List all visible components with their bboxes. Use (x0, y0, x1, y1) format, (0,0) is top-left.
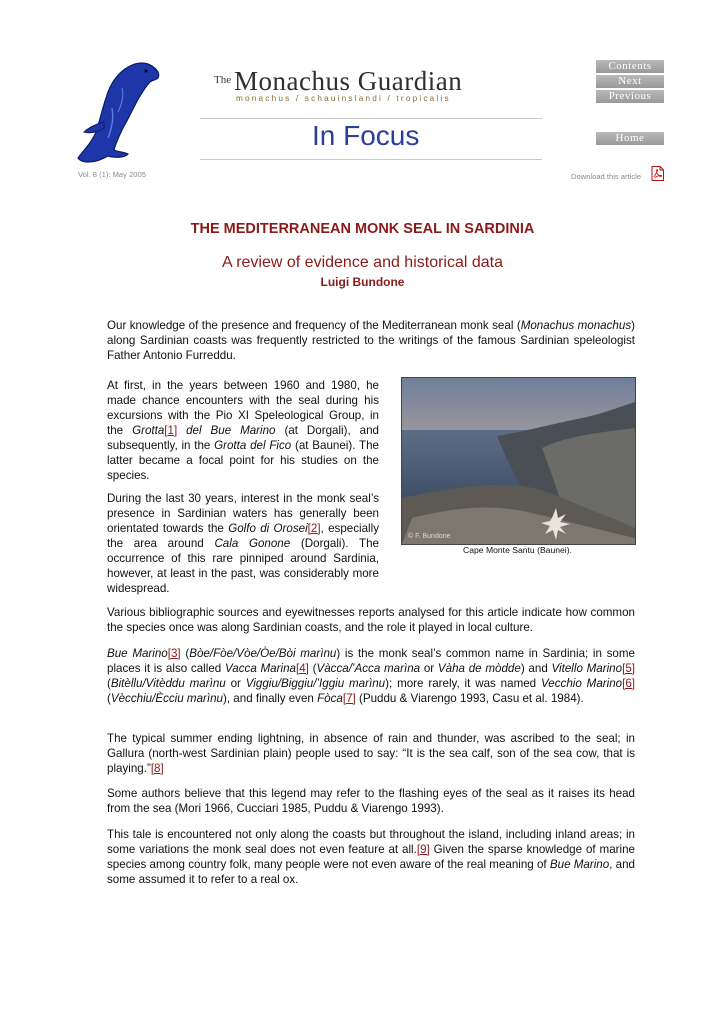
footnote-ref-6[interactable]: [6] (622, 677, 635, 690)
footnote-ref-1[interactable]: [1] (164, 424, 178, 437)
nav-home-button[interactable]: Home (596, 132, 664, 145)
volume-info: Vol. 8 (1): May 2005 (78, 170, 146, 179)
footnote-ref-3[interactable]: [3] (167, 647, 181, 660)
footnote-ref-5[interactable]: [5] (622, 662, 635, 675)
paragraph-3: During the last 30 years, interest in the monk seal’s presence in Sardinian waters has generally been orientated towards the Golfo di Orosei[2], especially the area around Cala Gonone (Dorgali). The occurrence of this rare pinniped around Sardinia, however, at least in the past, was considerably more widespread. (107, 492, 379, 595)
masthead-the: The (214, 74, 232, 86)
paragraph-5: Bue Marino[3] (Bòe/Fòe/Vòe/Òe/Bòi marìnu) is the monk seal’s common name in Sardinia; in some places it is also called Vacca Marina[4] (Vàcca/’Acca marìna or Vàha de mòdde) and Vitello Marino[5] (Bitèllu/Vitèddu marìnu or Viggiu/Biggiu/’Iggiu marìnu); more rarely, it was named Vecchio Marino[6] (Vècchiu/Ècciu marìnu), and finally even Fòca[7] (Puddu & Viarengo 1993, Casu et al. 1984). (107, 647, 635, 705)
nav-next-button[interactable]: Next (596, 75, 664, 88)
pdf-icon[interactable] (651, 166, 664, 181)
nav-previous-button[interactable]: Previous (596, 90, 664, 103)
header-rule-bottom (200, 159, 542, 160)
paragraph-1: Our knowledge of the presence and frequency of the Mediterranean monk seal (Monachus monachus) along Sardinian coasts was frequently restricted to the writings of the famous Sardinian speleologist Father Antonio Furreddu. (107, 319, 635, 362)
article-title: THE MEDITERRANEAN MONK SEAL IN SARDINIA (190, 221, 535, 237)
footnote-ref-2[interactable]: [2] (307, 522, 321, 535)
section-title: In Focus (312, 120, 420, 151)
nav-contents-button[interactable]: Contents (596, 60, 664, 73)
monk-seal-logo (74, 58, 166, 164)
coast-photo (401, 377, 636, 545)
header-rule-top (200, 118, 542, 119)
paragraph-8: This tale is encountered not only along the coasts but throughout the island, including inland areas; in some variations the monk seal does not even feature at all.[9] Given the sparse knowledge of marine species among country folk, many people were not even aware of the real meaning of Bue Marino, and some assumed it to refer to a real ox. (107, 828, 635, 886)
photo-caption: Cape Monte Santu (Baunei). (463, 545, 572, 555)
photo-credit: © F. Bundone (408, 533, 451, 540)
download-link[interactable]: Download this article (571, 172, 642, 181)
paragraph-7: Some authors believe that this legend may refer to the flashing eyes of the seal as it raises its head from the sea (Mori 1966, Cucciari 1985, Puddu & Viarengo 1993). (107, 787, 635, 815)
paragraph-2: At first, in the years between 1960 and 1980, he made chance encounters with the seal during his excursions with the Pio XI Speleological Group, in the Grotta[1] del Bue Marino (at Dorgali), and subsequently, in the Grotta del Fico (at Baunei). The latter became a focal point for his studies on the species. (107, 379, 379, 482)
masthead-title: Monachus Guardian (234, 66, 463, 96)
nav-menu (596, 60, 664, 144)
masthead-subtitle: monachus / schauinslandi / tropicalis (236, 94, 451, 103)
article-author: Luigi Bundone (320, 275, 405, 289)
footnote-ref-8[interactable]: [8] (150, 762, 164, 775)
paragraph-6: The typical summer ending lightning, in absence of rain and thunder, was ascribed to the seal; in Gallura (north-west Sardinian plain) people used to say: “It is the sea calf, son of the sea cow, that is playing.”[8] (107, 732, 635, 775)
paragraph-4: Various bibliographic sources and eyewitnesses reports analysed for this article indicate how common the species once was along Sardinian coasts, and the role it played in local culture. (107, 606, 635, 634)
footnote-ref-9[interactable]: [9] (416, 843, 430, 856)
footnote-ref-4[interactable]: [4] (295, 662, 309, 675)
footnote-ref-7[interactable]: [7] (342, 692, 356, 705)
article-subtitle: A review of evidence and historical data (221, 254, 504, 271)
